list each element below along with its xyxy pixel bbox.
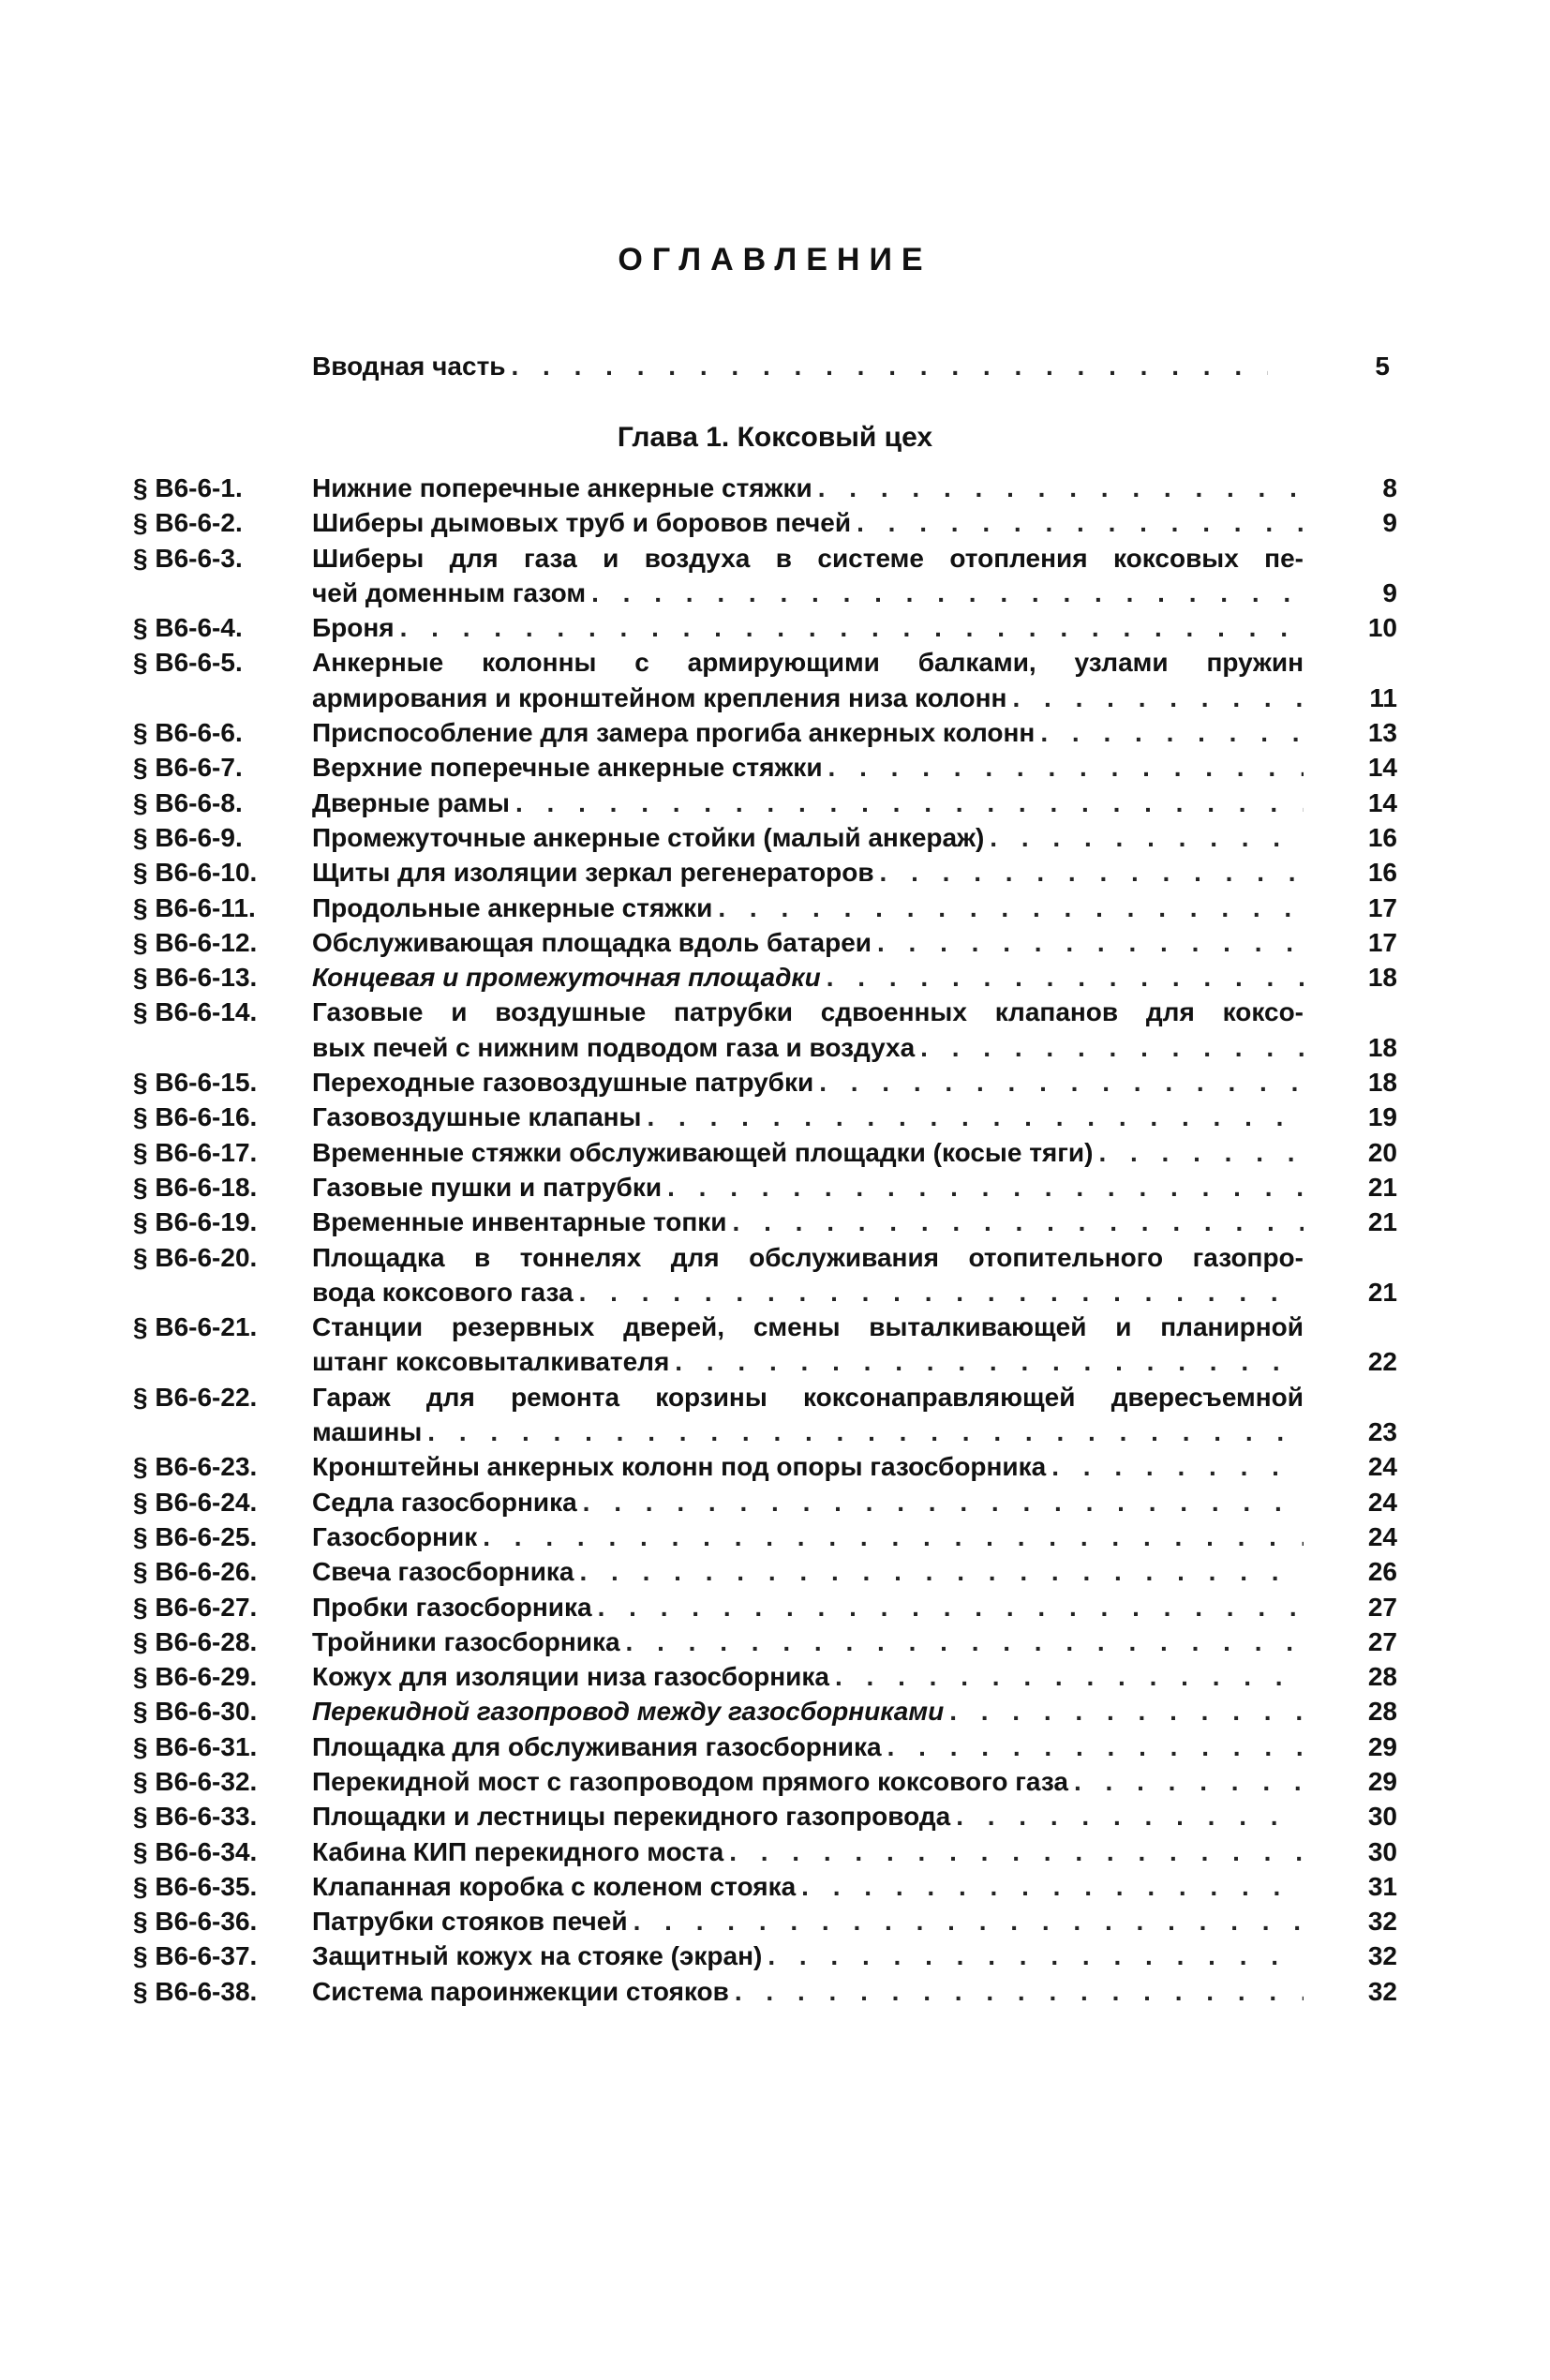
toc-entry — [133, 715, 1398, 750]
dot-leader — [1074, 1764, 1304, 1799]
toc-entry — [133, 1694, 1398, 1729]
toc-entry — [133, 1205, 1398, 1239]
dot-leader — [801, 1869, 1304, 1904]
entry-title: Шиберы дымовых труб и боровов печей — [312, 508, 852, 538]
dot-leader — [1012, 681, 1304, 715]
page-number: 14 — [1367, 753, 1397, 783]
entry-title-block — [312, 1170, 1397, 1205]
toc-entry — [133, 1380, 1398, 1450]
entry-title-block — [312, 715, 1397, 750]
entry-title: Временные инвентарные топки — [312, 1207, 727, 1237]
section-code: § В6-6-14. — [133, 997, 258, 1027]
entry-title: штанг коксовыталкивателя — [312, 1347, 670, 1377]
dot-leader — [675, 1344, 1304, 1379]
section-code: § В6-6-18. — [133, 1172, 258, 1202]
dot-leader — [515, 786, 1304, 820]
entry-title: Временные стяжки обслуживающей площадки (косые тяги) — [312, 1137, 1094, 1167]
section-code: § В6-6-34. — [133, 1836, 258, 1866]
page-number: 29 — [1367, 1766, 1397, 1796]
page-number: 24 — [1367, 1521, 1397, 1551]
section-code: § В6-6-31. — [133, 1731, 258, 1761]
section-code: § В6-6-19. — [133, 1207, 258, 1237]
toc-entry — [133, 1659, 1398, 1694]
toc-entry — [133, 820, 1398, 855]
dot-leader — [483, 1519, 1304, 1554]
section-code: § В6-6-16. — [133, 1102, 258, 1132]
dot-leader — [835, 1659, 1304, 1694]
entry-title-block — [312, 1624, 1397, 1659]
dot-leader — [827, 960, 1304, 995]
entry-title: Газовые пушки и патрубки — [312, 1172, 663, 1202]
entry-title-block — [312, 891, 1397, 925]
section-code: § В6-6-10. — [133, 858, 258, 888]
dot-leader — [949, 1694, 1304, 1729]
entry-title-block — [312, 995, 1397, 1065]
entry-title: Тройники газосборника — [312, 1626, 620, 1656]
dot-leader — [718, 891, 1304, 925]
section-code: § В6-6-27. — [133, 1592, 258, 1622]
entry-title-block — [312, 1938, 1397, 1973]
entry-title: Газосборник — [312, 1521, 478, 1551]
dot-leader — [580, 1554, 1304, 1589]
entry-title: вода коксового газа — [312, 1277, 574, 1307]
page-number: 21 — [1367, 1277, 1397, 1307]
entry-title: армирования и кронштейном крепления низа колонн — [312, 682, 1007, 712]
entry-title: Приспособление для замера прогиба анкерных колонн — [312, 718, 1036, 748]
dot-leader — [427, 1415, 1304, 1449]
page-number: 32 — [1367, 1907, 1397, 1937]
dot-leader — [1051, 1449, 1304, 1484]
toc-entry — [133, 1135, 1398, 1170]
page-number: 14 — [1367, 787, 1397, 817]
entry-title: Броня — [312, 613, 395, 643]
dot-leader — [400, 610, 1304, 645]
section-code: § В6-6-1. — [133, 473, 243, 502]
dot-leader — [819, 1065, 1304, 1100]
entry-title-block — [312, 1135, 1397, 1170]
entry-title: Обслуживающая площадка вдоль батареи — [312, 927, 872, 957]
entry-title-block — [312, 1974, 1397, 2009]
section-code: § В6-6-20. — [133, 1242, 258, 1272]
entry-title-block — [312, 1834, 1397, 1869]
entry-title: чей доменным газом — [312, 577, 587, 607]
toc-entry — [133, 1449, 1398, 1484]
section-code: § В6-6-23. — [133, 1452, 258, 1482]
page-number: 32 — [1367, 1941, 1397, 1971]
entry-title-block — [312, 1799, 1397, 1834]
section-code: § В6-6-6. — [133, 718, 243, 748]
entry-title-line: Гараж для ремонта корзины коксонаправляющей двересъемной — [312, 1382, 1304, 1412]
toc-entry — [133, 1904, 1398, 1938]
entry-title-block — [312, 855, 1397, 890]
entry-title-block — [312, 925, 1397, 960]
toc-entry — [133, 1310, 1398, 1380]
section-code: § В6-6-11. — [133, 892, 256, 922]
entry-title-block — [312, 1519, 1397, 1554]
dot-leader — [735, 1974, 1304, 2009]
intro-entry — [312, 349, 1390, 390]
page-number: 18 — [1367, 1068, 1397, 1098]
entry-title-block — [312, 1904, 1397, 1938]
dot-leader — [956, 1799, 1304, 1834]
page-number: 23 — [1367, 1417, 1397, 1447]
page-number: 10 — [1367, 613, 1397, 643]
toc-entry — [133, 750, 1398, 785]
dot-leader — [828, 750, 1304, 785]
entry-title: Кронштейны анкерных колонн под опоры газосборника — [312, 1452, 1047, 1482]
entry-title-block — [312, 1485, 1397, 1519]
dot-leader — [887, 1729, 1304, 1764]
entry-title-block — [312, 645, 1397, 715]
entry-title-block — [312, 505, 1397, 540]
entry-title: Газовоздушные клапаны — [312, 1102, 642, 1132]
page-number: 30 — [1367, 1802, 1397, 1832]
entry-title-block — [312, 1240, 1397, 1310]
entry-title-line: Станции резервных дверей, смены выталкивающей и планирной — [312, 1312, 1304, 1342]
entry-title-block — [312, 1590, 1397, 1624]
entry-title-block — [312, 1729, 1397, 1764]
entry-title: Перекидной газопровод между газосборниками — [312, 1697, 945, 1727]
section-code: § В6-6-12. — [133, 927, 258, 957]
section-code: § В6-6-5. — [133, 648, 243, 678]
section-code: § В6-6-29. — [133, 1662, 258, 1692]
entry-title: Концевая и промежуточная площадки — [312, 963, 821, 993]
section-code: § В6-6-7. — [133, 753, 243, 783]
section-code: § В6-6-38. — [133, 1976, 258, 2006]
page-number: 17 — [1367, 892, 1397, 922]
toc-entry — [133, 855, 1398, 890]
dot-leader — [729, 1834, 1304, 1869]
entry-title: Верхние поперечные анкерные стяжки — [312, 753, 823, 783]
entry-title: вых печей с нижним подводом газа и воздуха — [312, 1032, 916, 1062]
entry-title: Перекидной мост с газопроводом прямого коксового газа — [312, 1766, 1068, 1796]
entry-title-block — [312, 1659, 1397, 1694]
toc-entry — [133, 1554, 1398, 1589]
entry-title-block — [312, 1100, 1397, 1134]
page-number: 28 — [1367, 1662, 1397, 1692]
page-number: 29 — [1367, 1731, 1397, 1761]
entry-title-line: Газовые и воздушные патрубки сдвоенных клапанов для коксо- — [312, 997, 1304, 1027]
page-number: 19 — [1367, 1102, 1397, 1132]
intro-page-number: 5 — [1375, 352, 1390, 381]
section-code: § В6-6-3. — [133, 543, 243, 573]
page-number: 18 — [1367, 1032, 1397, 1062]
toc-entry — [133, 925, 1398, 960]
entry-title-block — [312, 960, 1397, 995]
entry-title-block — [312, 750, 1397, 785]
toc-entry — [133, 471, 1398, 505]
entry-title: Пробки газосборника — [312, 1592, 592, 1622]
section-code: § В6-6-32. — [133, 1766, 258, 1796]
entry-title: Защитный кожух на стояке (экран) — [312, 1941, 763, 1971]
entry-title-block — [312, 1869, 1397, 1904]
toc-entry — [133, 786, 1398, 820]
page-number: 26 — [1367, 1557, 1397, 1587]
page-number: 22 — [1367, 1347, 1397, 1377]
entry-title-block — [312, 1554, 1397, 1589]
page-number: 13 — [1367, 718, 1397, 748]
section-code: § В6-6-13. — [133, 963, 258, 993]
dot-leader — [633, 1904, 1304, 1938]
toc-entry — [133, 995, 1398, 1065]
section-code: § В6-6-2. — [133, 508, 243, 538]
page-number: 30 — [1367, 1836, 1397, 1866]
section-code: § В6-6-4. — [133, 613, 243, 643]
entry-title: Промежуточные анкерные стойки (малый анкераж) — [312, 822, 985, 852]
entry-title-block — [312, 786, 1397, 820]
section-code: § В6-6-22. — [133, 1382, 258, 1412]
section-code: § В6-6-28. — [133, 1626, 258, 1656]
page-number: 11 — [1369, 682, 1397, 712]
page-number: 16 — [1367, 858, 1397, 888]
entry-title-block — [312, 610, 1397, 645]
toc-entry — [133, 505, 1398, 540]
entry-title: Щиты для изоляции зеркал регенераторов — [312, 858, 874, 888]
entry-title-line: Площадка в тоннелях для обслуживания отопительного газопро- — [312, 1242, 1304, 1272]
page-number: 9 — [1382, 508, 1397, 538]
dot-leader — [591, 576, 1304, 610]
entry-title-block — [312, 1449, 1397, 1484]
toc-entry — [133, 1519, 1398, 1554]
dot-leader — [667, 1170, 1304, 1205]
toc-entry — [133, 960, 1398, 995]
page-number: 16 — [1367, 822, 1397, 852]
dot-leader — [647, 1100, 1304, 1134]
toc-entry — [133, 645, 1398, 715]
dot-leader — [1098, 1135, 1304, 1170]
entry-title-block — [312, 1205, 1397, 1239]
entry-title: Кожух для изоляции низа газосборника — [312, 1662, 829, 1692]
entry-title-block — [312, 541, 1397, 611]
toc-entry — [133, 1799, 1398, 1834]
toc-entry — [133, 1729, 1398, 1764]
dot-leader — [857, 505, 1304, 540]
entry-title: Нижние поперечные анкерные стяжки — [312, 473, 812, 502]
intro-title: Вводная часть — [312, 352, 506, 381]
toc-entry — [133, 1590, 1398, 1624]
toc-list — [133, 471, 1398, 2009]
entry-title: Переходные газовоздушные патрубки — [312, 1068, 814, 1098]
toc-entry — [133, 1938, 1398, 1973]
toc-entry — [133, 541, 1398, 611]
section-code: § В6-6-21. — [133, 1312, 258, 1342]
toc-entry — [133, 1869, 1398, 1904]
entry-title-line: Шиберы для газа и воздуха в системе отопления коксовых пе- — [312, 543, 1304, 573]
toc-entry — [133, 1974, 1398, 2009]
toc-entry — [133, 610, 1398, 645]
entry-title: Продольные анкерные стяжки — [312, 892, 713, 922]
section-code: § В6-6-24. — [133, 1487, 258, 1517]
dot-leader — [990, 820, 1304, 855]
page-number: 27 — [1367, 1626, 1397, 1656]
page-number: 18 — [1367, 963, 1397, 993]
page-number: 27 — [1367, 1592, 1397, 1622]
entry-title-block — [312, 1310, 1397, 1380]
entry-title-block — [312, 1764, 1397, 1799]
dot-leader — [877, 925, 1304, 960]
page-number: 21 — [1367, 1172, 1397, 1202]
entry-title: Площадка для обслуживания газосборника — [312, 1731, 882, 1761]
dot-leader — [626, 1624, 1304, 1659]
entry-title-block — [312, 471, 1397, 505]
dot-leader — [818, 471, 1304, 505]
toc-entry — [133, 1100, 1398, 1134]
dot-leader — [579, 1275, 1304, 1310]
page-number: 9 — [1382, 577, 1397, 607]
toc-entry — [133, 1485, 1398, 1519]
dot-leader — [1040, 715, 1304, 750]
entry-title-block — [312, 820, 1397, 855]
section-code: § В6-6-25. — [133, 1521, 258, 1551]
page-number: 28 — [1367, 1697, 1397, 1727]
page-number: 8 — [1382, 473, 1397, 502]
page-number: 31 — [1367, 1871, 1397, 1901]
toc-entry — [133, 1240, 1398, 1310]
section-code: § В6-6-9. — [133, 822, 243, 852]
page-number: 17 — [1367, 927, 1397, 957]
entry-title-block — [312, 1065, 1397, 1100]
entry-title: Площадки и лестницы перекидного газопровода — [312, 1802, 951, 1832]
page-number: 24 — [1367, 1487, 1397, 1517]
entry-title: Кабина КИП перекидного моста — [312, 1836, 724, 1866]
section-code: § В6-6-15. — [133, 1068, 258, 1098]
toc-entry — [133, 1065, 1398, 1100]
section-code: § В6-6-26. — [133, 1557, 258, 1587]
section-code: § В6-6-17. — [133, 1137, 258, 1167]
entry-title: Система пароинжекции стояков — [312, 1976, 729, 2006]
entry-title: Седла газосборника — [312, 1487, 577, 1517]
entry-title-block — [312, 1694, 1397, 1729]
toc-entry — [133, 1834, 1398, 1869]
entry-title: машины — [312, 1417, 423, 1447]
toc-entry — [133, 1624, 1398, 1659]
toc-entry — [133, 1764, 1398, 1799]
section-code: § В6-6-35. — [133, 1871, 258, 1901]
page-number: 21 — [1367, 1207, 1397, 1237]
dot-leader — [583, 1485, 1304, 1519]
section-code: § В6-6-30. — [133, 1697, 258, 1727]
entry-title: Дверные рамы — [312, 787, 510, 817]
entry-title: Клапанная коробка с коленом стояка — [312, 1871, 797, 1901]
section-code: § В6-6-37. — [133, 1941, 258, 1971]
toc-entry — [133, 1170, 1398, 1205]
dot-leader — [880, 855, 1304, 890]
section-code: § В6-6-33. — [133, 1802, 258, 1832]
chapter-title: Глава 1. Коксовый цех — [617, 422, 933, 453]
dot-leader — [733, 1205, 1304, 1239]
page-number: 24 — [1367, 1452, 1397, 1482]
dot-leader — [920, 1030, 1304, 1065]
entry-title: Свеча газосборника — [312, 1557, 574, 1587]
entry-title: Патрубки стояков печей — [312, 1907, 628, 1937]
toc-entry — [133, 891, 1398, 925]
page-number: 32 — [1367, 1976, 1397, 2006]
page-title: ОГЛАВЛЕНИЕ — [618, 242, 932, 277]
section-code: § В6-6-8. — [133, 787, 243, 817]
entry-title-block — [312, 1380, 1397, 1450]
page-number: 20 — [1367, 1137, 1397, 1167]
entry-title-line: Анкерные колонны с армирующими балками, узлами пружин — [312, 648, 1304, 678]
dot-leader — [598, 1590, 1304, 1624]
dot-leader — [768, 1938, 1304, 1973]
dot-leader — [512, 349, 1269, 383]
section-code: § В6-6-36. — [133, 1907, 258, 1937]
